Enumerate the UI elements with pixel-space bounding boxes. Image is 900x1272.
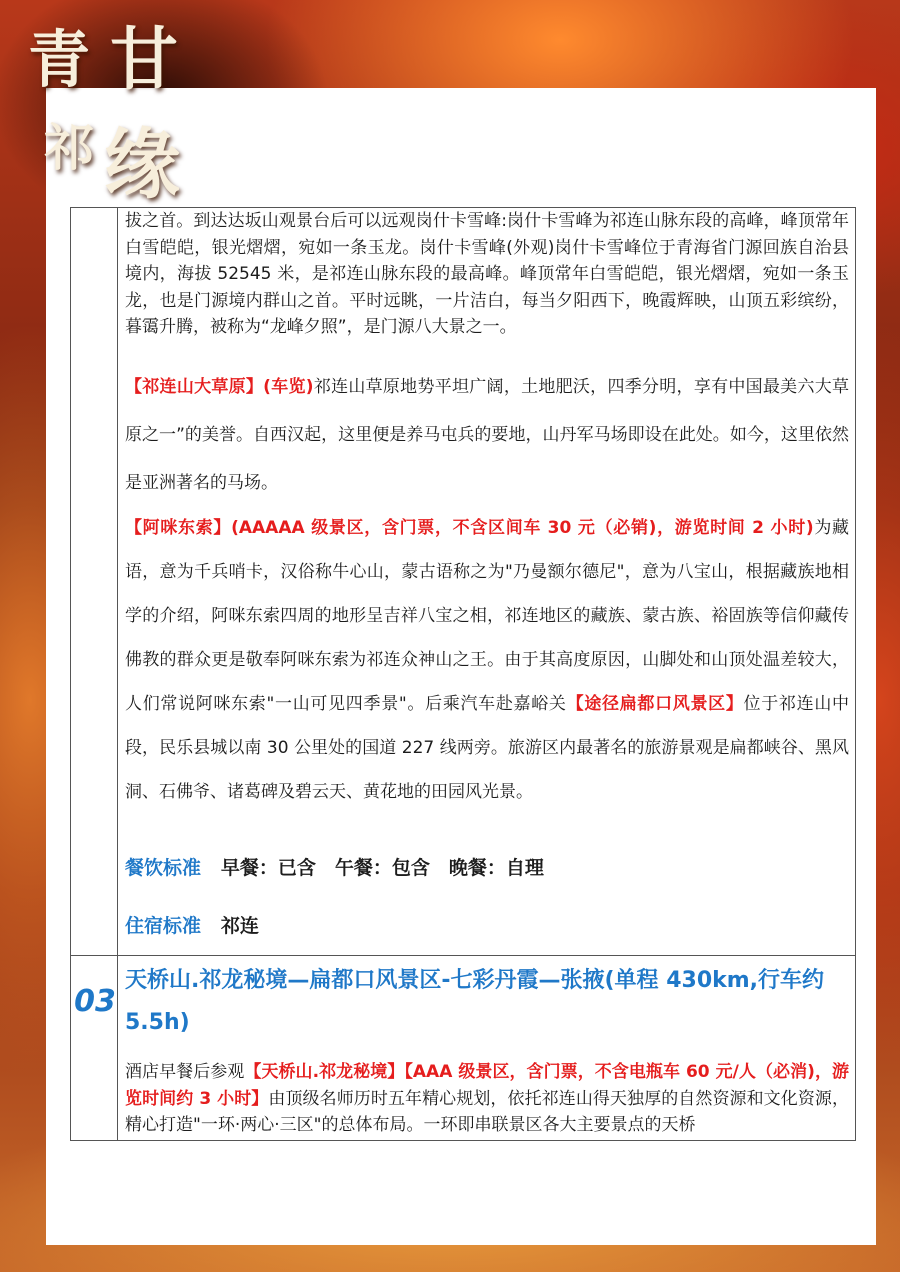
logo-char-2: 甘 [110,20,179,100]
logo-char-4: 缘 [104,120,180,209]
amidongsuo-paragraph: 【阿咪东索】(AAAAA 级景区，含门票，不含区间车 30 元（必销)，游览时间 2 小时)为藏语，意为千兵哨卡，汉俗称牛心山，蒙古语称之为"乃曼额尔德尼"，意为八宝山，根据藏族地相学的介绍，阿咪东索四周的地形呈吉祥八宝之相，祁连地区的藏族、蒙古族、裕固族等信仰藏传佛教的群众更是敬奉阿咪东索为祁连众神山之王。由于其高度原因，山脚处和山顶处温差较大，人们常说阿咪东索"一山可见四季景"。后乘汽车赴嘉峪关【途径扁都口风景区】位于祁连山中段，民乐县城以南 30 公里处的国道 227 线两旁。旅游区内最著名的旅游景观是扁都峡谷、黑风洞、石佛爷、诸葛碑及碧云天、黄花地的田园风光景。 [125,518,850,802]
logo-char-3: 祁 [44,118,94,177]
brand-logo [18,6,208,209]
meal-standard [125,853,544,880]
description-paragraph: 拔之首。到达达坂山观景台后可以远观岗什卡雪峰:岗什卡雪峰为祁连山脉东段的高峰，峰顶常年白雪皑皑，银光熠熠，宛如一条玉龙。岗什卡雪峰(外观)岗什卡雪峰位于青海省门源回族自治县境内，海拔 52545 米，是祁连山脉东段的最高峰。峰顶常年白雪皑皑，银光熠熠，宛如一条玉龙，也是门源境内群山之首。平时远眺，一片洁白，每当夕阳西下，晚霞辉映，山顶五彩缤纷，暮霭升腾，被称为“龙峰夕照”，是门源八大景之一。 [125,211,849,337]
day-number-cell [71,208,118,955]
grassland-title: 【祁连山大草原】(车览) [125,377,314,397]
day-number: 03 [74,984,116,1019]
day-title: 天桥山.祁龙秘境—扁都口风景区-七彩丹霞—张掖(单程 430km,行车约 5.5h) [125,968,825,1035]
amidongsuo-title: 【阿咪东索】(AAAAA 级景区，含门票，不含区间车 30 元（必销)，游览时间 2 小时) [125,518,814,538]
meal-label: 餐饮标准 [125,857,202,879]
stay-label: 住宿标准 [125,915,202,937]
day-number-cell [71,956,118,1140]
logo-char-1: 青 [28,23,91,96]
itinerary-row-day-3 [71,956,855,1140]
stay-standard [125,911,259,938]
tianqiaoshan-title: 【天桥山.祁龙秘境】【AAA 级景区，含门票，不含电瓶车 60 元/人（必消)，游览时间约 3 小时】 [125,1062,850,1109]
stay-text: 祁连 [220,915,259,937]
itinerary-table [70,207,856,1141]
description-paragraph: 酒店早餐后参观【天桥山.祁龙秘境】【AAA 级景区，含门票，不含电瓶车 60 元/人（必消)，游览时间约 3 小时】由顶级名师历时五年精心规划，依托祁连山得天独厚的自然资源和文化资源，精心打造"一环·两心·三区"的总体布局。一环即串联景区各大主要景点的天桥 [125,1062,850,1135]
meal-text: 早餐：已含 午餐：包含 晚餐：自理 [220,857,544,879]
grassland-paragraph: 【祁连山大草原】(车览)祁连山草原地势平坦广阔，土地肥沃，四季分明，享有中国最美六大草原之一”的美誉。自西汉起，这里便是养马屯兵的要地，山丹军马场即设在此处。如今，这里依然是亚洲著名的马场。 [125,377,849,493]
biandukou-title: 【途径扁都口风景区】 [566,694,744,714]
itinerary-row-day-2 [71,208,855,956]
